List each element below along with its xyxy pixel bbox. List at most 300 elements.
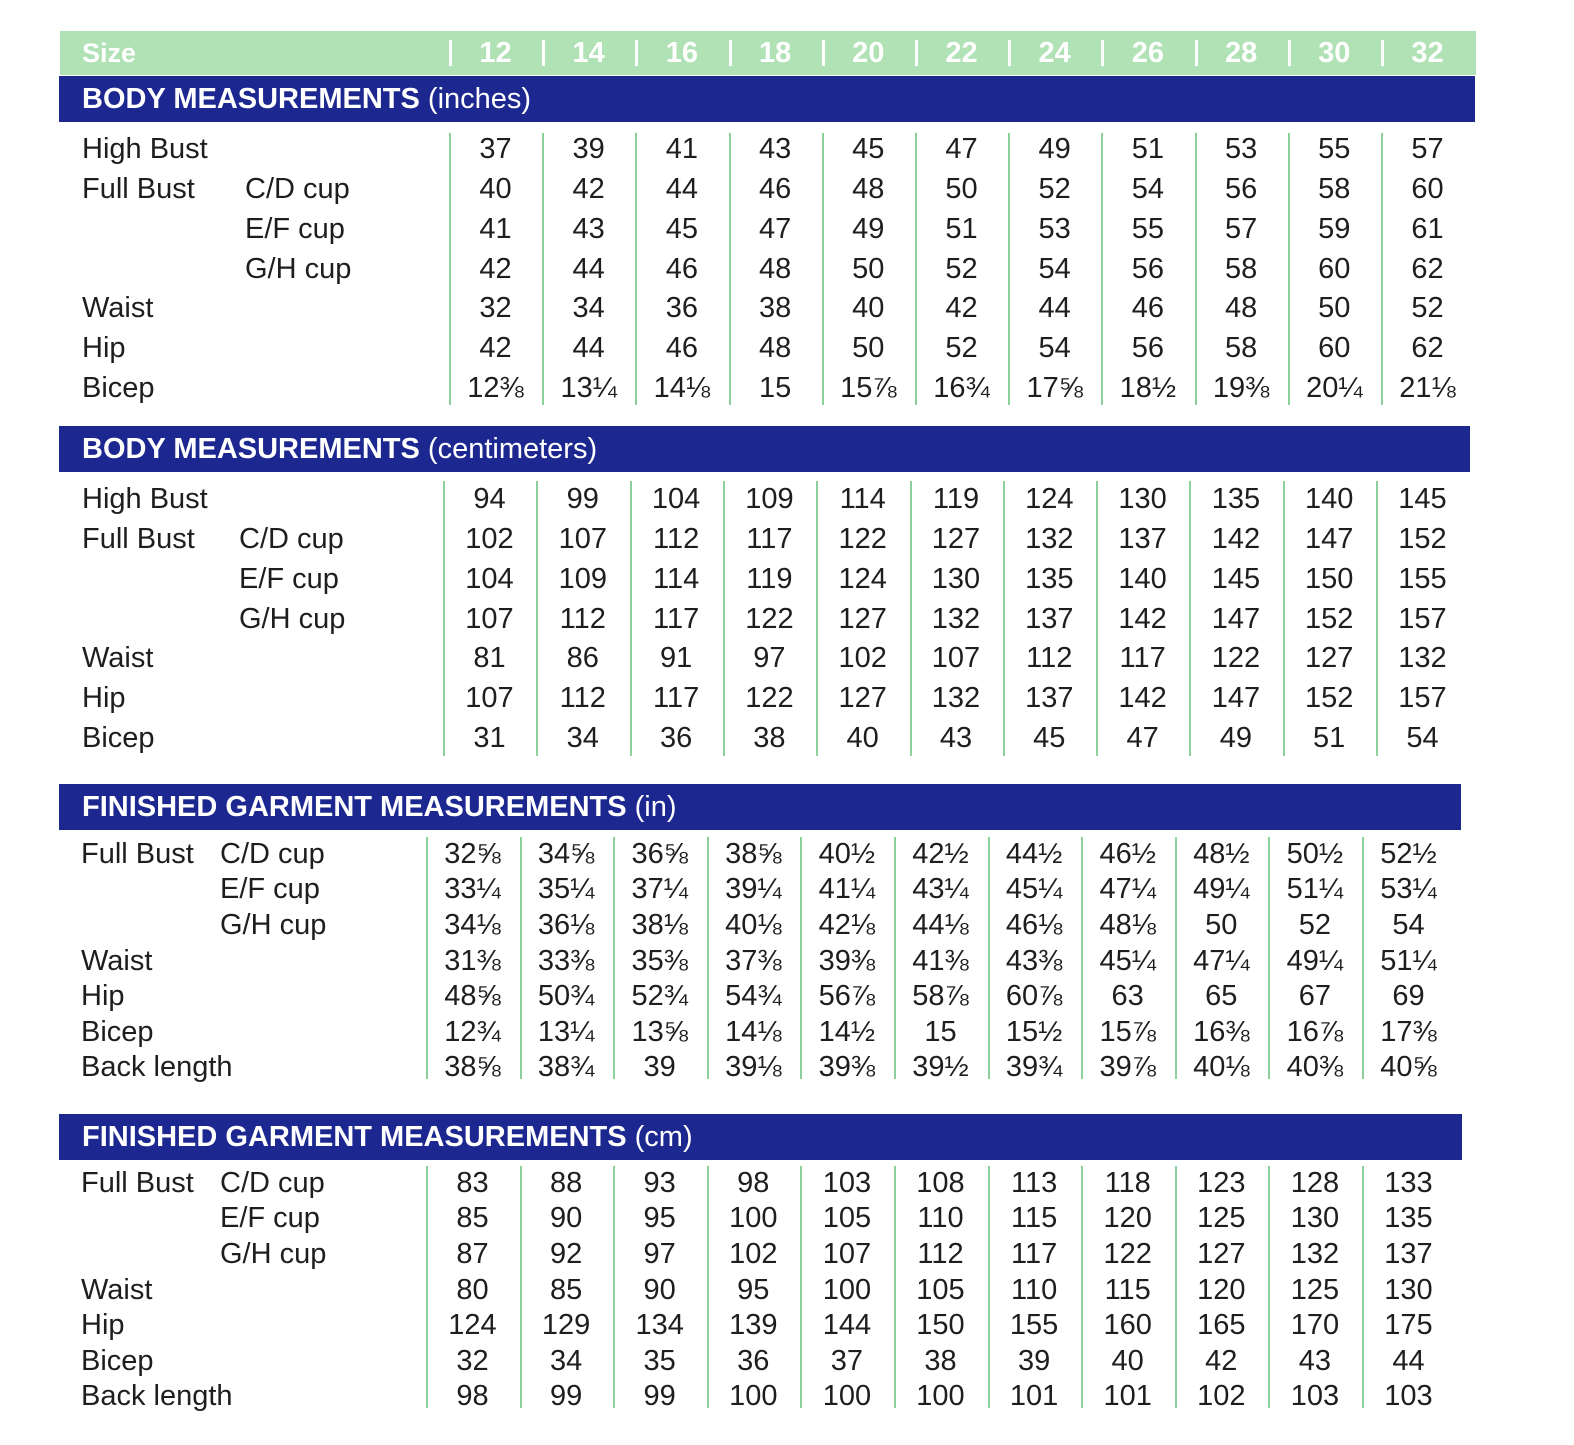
table-cell: 114	[839, 483, 886, 515]
table-cell: 46½	[1099, 838, 1156, 870]
table-cell: 42⅛	[818, 909, 876, 941]
table-cell: 51¼	[1380, 945, 1437, 977]
table-cell: 140	[1118, 563, 1167, 595]
table-cell: 99	[566, 483, 599, 515]
table-cell: 157	[1398, 682, 1447, 714]
row-sublabel: E/F cup	[220, 873, 320, 905]
table-cell: 132	[1398, 642, 1447, 674]
table-cell: 87	[456, 1238, 489, 1270]
table-cell: 122	[838, 523, 887, 555]
table-cell: 16¾	[933, 372, 990, 404]
table-cell: 62	[1411, 332, 1444, 364]
table-cell: 35¼	[537, 873, 595, 905]
table-cell: 42	[479, 253, 512, 285]
table-cell: 104	[465, 563, 514, 595]
row-label: Back length	[81, 1380, 233, 1412]
table-cell: 109	[558, 563, 607, 595]
table-cell: 49	[1219, 722, 1253, 754]
table-cell: 114	[652, 563, 700, 595]
row-label: Bicep	[82, 722, 155, 754]
table-cell: 14⅛	[725, 1016, 782, 1048]
section-title: FINISHED GARMENT MEASUREMENTS	[82, 791, 627, 823]
table-cell: 118	[1104, 1167, 1151, 1199]
table-cell: 119	[932, 483, 980, 515]
table-cell: 132	[931, 682, 981, 714]
table-cell: 59	[1318, 213, 1351, 245]
table-cell: 44⅛	[912, 909, 969, 941]
table-cell: 109	[745, 483, 794, 515]
row-label: Hip	[82, 332, 126, 364]
size-column-header: 20	[822, 37, 915, 69]
row-sublabel: E/F cup	[220, 1202, 320, 1234]
table-cell: 34	[572, 292, 605, 324]
table-cell: 150	[916, 1309, 965, 1341]
table-cell: 17⅜	[1380, 1016, 1437, 1048]
table-cell: 117	[1010, 1238, 1058, 1270]
table-cell: 44	[572, 253, 605, 285]
table-cell: 170	[1290, 1309, 1340, 1341]
table-cell: 117	[746, 523, 793, 555]
table-cell: 133	[1384, 1167, 1433, 1199]
table-cell: 52	[945, 253, 978, 285]
table-cell: 137	[1384, 1238, 1433, 1270]
table-cell: 52¾	[631, 980, 688, 1012]
row-sublabel: G/H cup	[245, 253, 352, 285]
table-cell: 41⅜	[912, 945, 969, 977]
table-cell: 155	[1398, 563, 1447, 595]
table-cell: 56	[1131, 253, 1165, 285]
table-cell: 130	[931, 563, 981, 595]
table-cell: 46⅛	[1005, 909, 1063, 941]
row-sublabel: E/F cup	[239, 563, 339, 595]
table-cell: 145	[1398, 483, 1447, 515]
row-label: Bicep	[82, 372, 155, 404]
table-cell: 39⅞	[1099, 1051, 1156, 1083]
table-cell: 35⅜	[631, 945, 688, 977]
table-cell: 62	[1411, 253, 1444, 285]
table-cell: 42	[945, 292, 978, 324]
table-cell: 135	[1025, 563, 1074, 595]
table-cell: 144	[822, 1309, 872, 1341]
table-cell: 60	[1318, 332, 1351, 364]
table-cell: 40⅛	[1193, 1051, 1250, 1083]
table-cell: 43	[572, 213, 605, 245]
table-cell: 39⅛	[725, 1051, 782, 1083]
table-cell: 98	[737, 1167, 770, 1199]
table-cell: 120	[1103, 1202, 1152, 1234]
row-label: Waist	[81, 1274, 153, 1306]
table-cell: 88	[549, 1167, 583, 1199]
row-label: Bicep	[81, 1016, 154, 1048]
table-cell: 38¾	[537, 1051, 595, 1083]
table-cell: 52	[1298, 909, 1332, 941]
table-cell: 113	[1010, 1167, 1058, 1199]
row-label: Hip	[81, 1309, 125, 1341]
table-cell: 56⅞	[818, 980, 876, 1012]
table-cell: 39¾	[1005, 1051, 1063, 1083]
table-cell: 86	[566, 642, 599, 674]
table-cell: 127	[838, 603, 887, 635]
table-cell: 56	[1224, 173, 1258, 205]
table-cell: 100	[729, 1380, 778, 1412]
size-column-header: 18	[729, 37, 822, 69]
table-cell: 123	[1197, 1167, 1246, 1199]
table-cell: 107	[931, 642, 981, 674]
table-cell: 102	[1197, 1380, 1246, 1412]
table-cell: 38	[758, 292, 792, 324]
table-cell: 61	[1411, 213, 1444, 245]
row-label: Waist	[81, 945, 153, 977]
table-cell: 46	[665, 253, 699, 285]
table-cell: 57	[1224, 213, 1258, 245]
table-cell: 125	[1197, 1202, 1246, 1234]
table-cell: 40	[479, 173, 512, 205]
table-cell: 46	[758, 173, 792, 205]
table-cell: 56	[1131, 332, 1165, 364]
table-cell: 140	[1304, 483, 1354, 515]
table-cell: 45¼	[1005, 873, 1063, 905]
table-cell: 122	[1103, 1238, 1152, 1270]
table-cell: 48	[852, 173, 885, 205]
table-cell: 38⅛	[631, 909, 688, 941]
table-cell: 130	[1118, 483, 1167, 515]
table-cell: 49¼	[1286, 945, 1344, 977]
table-cell: 31⅜	[444, 945, 501, 977]
table-cell: 119	[746, 563, 793, 595]
table-cell: 39⅜	[818, 1051, 876, 1083]
table-cell: 36⅛	[537, 909, 595, 941]
table-cell: 107	[465, 682, 514, 714]
table-cell: 139	[729, 1309, 778, 1341]
table-cell: 31	[473, 722, 506, 754]
table-cell: 45¼	[1099, 945, 1156, 977]
table-cell: 42½	[912, 838, 969, 870]
table-cell: 38	[924, 1345, 957, 1377]
table-cell: 104	[651, 483, 701, 515]
table-cell: 135	[1384, 1202, 1433, 1234]
size-header	[60, 31, 1476, 75]
table-cell: 81	[473, 642, 506, 674]
row-label: Hip	[81, 980, 125, 1012]
table-cell: 91	[659, 642, 693, 674]
table-cell: 110	[917, 1202, 964, 1234]
table-cell: 40⅝	[1380, 1051, 1437, 1083]
row-label: Waist	[82, 642, 154, 674]
row-label: High Bust	[82, 483, 208, 515]
table-cell: 50½	[1286, 838, 1344, 870]
table-cell: 97	[643, 1238, 676, 1270]
table-cell: 37¼	[631, 873, 688, 905]
size-column-header: 30	[1288, 37, 1381, 69]
table-cell: 115	[1104, 1274, 1151, 1306]
table-cell: 46	[665, 332, 699, 364]
row-sublabel: G/H cup	[220, 1238, 327, 1270]
table-cell: 130	[1290, 1202, 1340, 1234]
table-cell: 44	[1038, 292, 1071, 324]
table-cell: 101	[1009, 1380, 1059, 1412]
table-cell: 95	[737, 1274, 770, 1306]
table-cell: 12⅜	[467, 372, 524, 404]
table-cell: 58	[1318, 173, 1351, 205]
table-cell: 130	[1384, 1274, 1433, 1306]
table-cell: 100	[822, 1380, 872, 1412]
table-cell: 101	[1103, 1380, 1152, 1412]
table-cell: 58⅞	[912, 980, 969, 1012]
table-cell: 51	[945, 213, 978, 245]
table-cell: 44	[1392, 1345, 1425, 1377]
table-cell: 54	[1038, 253, 1071, 285]
row-label: Bicep	[81, 1345, 154, 1377]
table-cell: 51	[1131, 133, 1165, 165]
table-cell: 45	[1033, 722, 1066, 754]
table-cell: 37⅜	[725, 945, 782, 977]
table-cell: 41¼	[818, 873, 876, 905]
table-cell: 90	[643, 1274, 676, 1306]
table-cell: 97	[753, 642, 786, 674]
table-cell: 41	[665, 133, 699, 165]
table-cell: 117	[652, 682, 700, 714]
table-cell: 39	[1017, 1345, 1051, 1377]
table-cell: 39¼	[725, 873, 782, 905]
table-cell: 48⅛	[1099, 909, 1156, 941]
table-cell: 45	[852, 133, 885, 165]
table-cell: 69	[1392, 980, 1425, 1012]
table-cell: 47	[758, 213, 792, 245]
table-cell: 34⅝	[537, 838, 595, 870]
table-cell: 48	[758, 332, 792, 364]
table-cell: 127	[1197, 1238, 1246, 1270]
table-cell: 53¼	[1380, 873, 1437, 905]
table-cell: 36	[659, 722, 693, 754]
table-cell: 47	[1126, 722, 1159, 754]
table-cell: 32⅝	[444, 838, 501, 870]
table-cell: 107	[558, 523, 607, 555]
table-cell: 37	[830, 1345, 864, 1377]
size-column-header: 28	[1195, 37, 1288, 69]
table-cell: 107	[822, 1238, 872, 1270]
table-cell: 32	[456, 1345, 489, 1377]
row-sublabel: C/D cup	[220, 1167, 325, 1199]
section-title-bar	[59, 76, 1475, 122]
section-title: FINISHED GARMENT MEASUREMENTS	[82, 1121, 627, 1153]
table-cell: 20¼	[1306, 372, 1363, 404]
table-cell: 54	[1392, 909, 1425, 941]
size-label: Size	[82, 38, 137, 68]
table-cell: 36	[665, 292, 699, 324]
table-cell: 60	[1411, 173, 1444, 205]
table-cell: 60	[1318, 253, 1351, 285]
row-label: Full Bust	[82, 173, 195, 205]
table-cell: 55	[1131, 213, 1165, 245]
section-title-bar	[59, 426, 1470, 472]
table-cell: 100	[916, 1380, 965, 1412]
table-cell: 14½	[818, 1016, 876, 1048]
section-title-bar	[59, 784, 1461, 830]
table-cell: 47¼	[1099, 873, 1156, 905]
table-cell: 98	[456, 1380, 489, 1412]
table-cell: 160	[1103, 1309, 1152, 1341]
table-cell: 147	[1211, 682, 1261, 714]
table-cell: 34	[566, 722, 599, 754]
table-cell: 39½	[912, 1051, 969, 1083]
table-cell: 157	[1398, 603, 1447, 635]
table-cell: 40	[1111, 1345, 1144, 1377]
table-cell: 80	[456, 1274, 489, 1306]
table-cell: 137	[1025, 603, 1074, 635]
row-label: Full Bust	[81, 1167, 194, 1199]
size-column-header: 24	[1008, 37, 1101, 69]
table-cell: 18½	[1119, 372, 1177, 404]
table-cell: 135	[1211, 483, 1261, 515]
table-cell: 63	[1111, 980, 1144, 1012]
table-cell: 48½	[1193, 838, 1250, 870]
table-cell: 132	[931, 603, 981, 635]
row-sublabel: C/D cup	[220, 838, 325, 870]
table-cell: 103	[1384, 1380, 1433, 1412]
table-cell: 145	[1211, 563, 1261, 595]
table-cell: 120	[1197, 1274, 1246, 1306]
table-cell: 15⅞	[1099, 1016, 1156, 1048]
table-cell: 50	[852, 332, 885, 364]
table-cell: 110	[1010, 1274, 1058, 1306]
table-cell: 112	[559, 682, 606, 714]
table-cell: 142	[1211, 523, 1261, 555]
table-cell: 142	[1118, 603, 1167, 635]
row-label: Back length	[81, 1051, 233, 1083]
table-cell: 16⅞	[1286, 1016, 1344, 1048]
table-cell: 49	[852, 213, 885, 245]
table-cell: 105	[916, 1274, 965, 1306]
table-cell: 38⅝	[444, 1051, 501, 1083]
table-cell: 52	[1038, 173, 1071, 205]
table-cell: 58	[1224, 253, 1258, 285]
table-cell: 46	[1131, 292, 1165, 324]
table-cell: 90	[549, 1202, 583, 1234]
table-cell: 112	[1026, 642, 1073, 674]
table-cell: 52	[945, 332, 978, 364]
table-cell: 54	[1131, 173, 1165, 205]
section-unit: (inches)	[427, 83, 532, 115]
table-cell: 102	[729, 1238, 778, 1270]
table-cell: 53	[1038, 213, 1071, 245]
table-cell: 15½	[1005, 1016, 1063, 1048]
table-cell: 152	[1304, 682, 1354, 714]
table-cell: 15	[758, 372, 792, 404]
table-cell: 150	[1304, 563, 1354, 595]
table-cell: 44½	[1005, 838, 1063, 870]
table-cell: 117	[1119, 642, 1166, 674]
table-cell: 54	[1406, 722, 1439, 754]
table-cell: 54	[1038, 332, 1071, 364]
table-cell: 48	[1224, 292, 1258, 324]
table-cell: 122	[745, 682, 794, 714]
table-cell: 57	[1411, 133, 1444, 165]
table-cell: 112	[559, 603, 606, 635]
table-cell: 43	[758, 133, 792, 165]
table-cell: 124	[448, 1309, 497, 1341]
section-title: BODY MEASUREMENTS	[82, 433, 420, 465]
table-cell: 102	[838, 642, 887, 674]
table-cell: 122	[745, 603, 794, 635]
table-cell: 58	[1224, 332, 1258, 364]
table-cell: 13¼	[537, 1016, 595, 1048]
table-cell: 175	[1384, 1309, 1433, 1341]
table-cell: 54¾	[725, 980, 782, 1012]
table-cell: 155	[1009, 1309, 1059, 1341]
table-cell: 137	[1118, 523, 1167, 555]
table-cell: 165	[1197, 1309, 1246, 1341]
table-cell: 83	[456, 1167, 489, 1199]
table-cell: 38⅝	[725, 838, 782, 870]
table-cell: 142	[1118, 682, 1167, 714]
section-unit: (cm)	[634, 1121, 693, 1153]
table-cell: 50	[852, 253, 885, 285]
table-cell: 67	[1298, 980, 1332, 1012]
table-cell: 40	[852, 292, 885, 324]
table-cell: 15	[924, 1016, 957, 1048]
table-cell: 15⅞	[840, 372, 897, 404]
table-cell: 43⅜	[1005, 945, 1063, 977]
table-cell: 51	[1313, 722, 1346, 754]
table-cell: 39⅜	[818, 945, 876, 977]
row-label: High Bust	[82, 133, 208, 165]
table-cell: 48⅝	[444, 980, 501, 1012]
section-title-bar	[59, 1114, 1462, 1160]
table-cell: 100	[729, 1202, 778, 1234]
size-column-header: 22	[915, 37, 1008, 69]
row-sublabel: G/H cup	[239, 603, 346, 635]
size-column-header: 16	[635, 37, 728, 69]
table-cell: 124	[1025, 483, 1074, 515]
row-sublabel: G/H cup	[220, 909, 327, 941]
row-label: Full Bust	[81, 838, 194, 870]
table-cell: 108	[916, 1167, 965, 1199]
table-cell: 65	[1205, 980, 1238, 1012]
table-cell: 132	[1025, 523, 1074, 555]
table-cell: 129	[541, 1309, 591, 1341]
table-cell: 50¾	[537, 980, 595, 1012]
table-cell: 38	[753, 722, 786, 754]
table-cell: 134	[635, 1309, 684, 1341]
size-column-header: 32	[1381, 37, 1474, 69]
section-title: BODY MEASUREMENTS	[82, 83, 420, 115]
row-sublabel: C/D cup	[239, 523, 344, 555]
table-cell: 41	[479, 213, 512, 245]
table-cell: 94	[473, 483, 506, 515]
table-cell: 13¼	[560, 372, 617, 404]
table-cell: 36⅝	[631, 838, 688, 870]
table-cell: 42	[1205, 1345, 1238, 1377]
table-cell: 102	[465, 523, 514, 555]
table-cell: 147	[1304, 523, 1354, 555]
table-cell: 124	[838, 563, 887, 595]
table-cell: 40	[846, 722, 879, 754]
table-cell: 43	[939, 722, 973, 754]
table-cell: 43¼	[912, 873, 969, 905]
table-cell: 100	[822, 1274, 872, 1306]
table-cell: 112	[917, 1238, 964, 1270]
table-cell: 93	[643, 1167, 676, 1199]
table-cell: 52½	[1380, 838, 1437, 870]
table-cell: 45	[665, 213, 699, 245]
table-cell: 122	[1211, 642, 1261, 674]
table-cell: 137	[1025, 682, 1074, 714]
table-cell: 53	[1224, 133, 1258, 165]
table-cell: 117	[652, 603, 700, 635]
table-cell: 127	[838, 682, 887, 714]
table-cell: 103	[822, 1167, 872, 1199]
table-cell: 35	[643, 1345, 676, 1377]
